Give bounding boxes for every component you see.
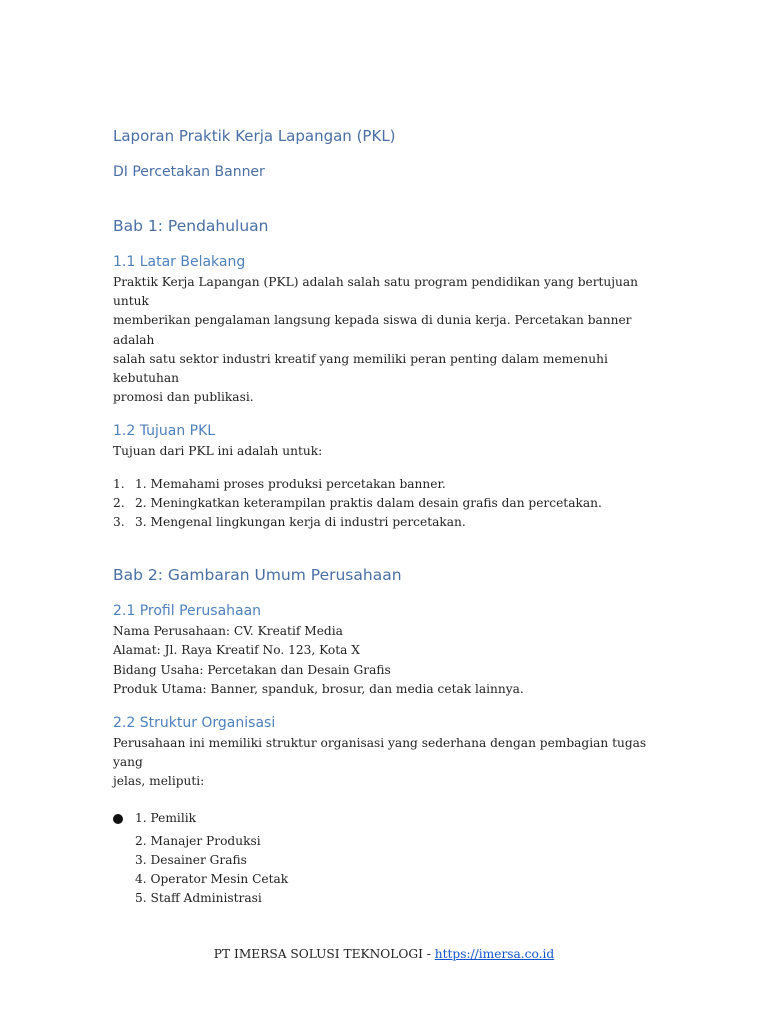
section-2-1-heading: 2.1 Profil Perusahaan — [113, 603, 262, 620]
list-item-text: 2. Meningkatkan keterampilan praktis dalam desain grafis dan percetakan. — [135, 495, 602, 510]
list-item: 5. Staff Administrasi — [135, 891, 262, 906]
list-item-text: 1. Memahami proses produksi percetakan banner. — [135, 476, 446, 491]
list-item — [113, 475, 658, 494]
document-title: Laporan Praktik Kerja Lapangan (PKL) — [113, 127, 396, 145]
list-item — [113, 809, 658, 828]
section-2-1-body — [113, 622, 658, 699]
text-line: salah satu sektor industri kreatif yang memiliki peran penting dalam memenuhi kebutuhan — [113, 351, 608, 386]
text-line: promosi dan publikasi. — [113, 390, 254, 405]
list-item: 2. Manajer Produksi — [135, 833, 261, 848]
list-item — [113, 513, 658, 532]
bullet-icon — [113, 814, 123, 824]
list-item: 4. Operator Mesin Cetak — [135, 872, 289, 887]
text-line: Nama Perusahaan: CV. Kreatif Media — [113, 624, 343, 639]
text-line: jelas, meliputi: — [113, 774, 205, 789]
text-line: Perusahaan ini memiliki struktur organisasi yang sederhana dengan pembagian tugas yang — [113, 736, 647, 770]
list-number: 3. — [113, 515, 125, 530]
section-2-2-body — [113, 734, 658, 792]
text-line: Bidang Usaha: Percetakan dan Desain Grafis — [113, 662, 391, 677]
text-line: memberikan pengalaman langsung kepada siswa di dunia kerja. Percetakan banner adalah — [113, 313, 632, 347]
chapter-2-heading: Bab 2: Gambaran Umum Perusahaan — [113, 566, 402, 585]
list-item: 3. Desainer Grafis — [135, 853, 247, 868]
section-1-2-intro: Tujuan dari PKL ini adalah untuk: — [113, 444, 323, 459]
list-number: 2. — [113, 495, 125, 510]
text-line: Praktik Kerja Lapangan (PKL) adalah salah satu program pendidikan yang bertujuan untuk — [113, 275, 639, 309]
section-2-2-heading: 2.2 Struktur Organisasi — [113, 715, 276, 732]
section-1-2-heading: 1.2 Tujuan PKL — [113, 423, 216, 440]
document-subtitle: DI Percetakan Banner — [113, 164, 265, 180]
text-line: Produk Utama: Banner, spanduk, brosur, dan media cetak lainnya. — [113, 681, 524, 696]
document-content — [113, 124, 658, 909]
list-item-text: 1. Pemilik — [135, 810, 197, 825]
list-number: 1. — [113, 476, 125, 491]
footer-company: PT IMERSA SOLUSI TEKNOLOGI - — [213, 947, 435, 961]
footer-link[interactable]: https://imersa.co.id — [434, 947, 555, 961]
list-item — [113, 494, 658, 513]
list-item-text: 3. Mengenal lingkungan kerja di industri percetakan. — [135, 515, 466, 530]
section-1-1-body — [113, 273, 658, 407]
chapter-1-heading: Bab 1: Pendahuluan — [113, 217, 269, 235]
text-line: Alamat: Jl. Raya Kreatif No. 123, Kota X — [113, 643, 360, 658]
section-1-1-heading: 1.1 Latar Belakang — [113, 254, 246, 270]
organization-list — [113, 809, 658, 909]
page-footer — [0, 945, 768, 964]
objectives-list — [113, 475, 658, 533]
